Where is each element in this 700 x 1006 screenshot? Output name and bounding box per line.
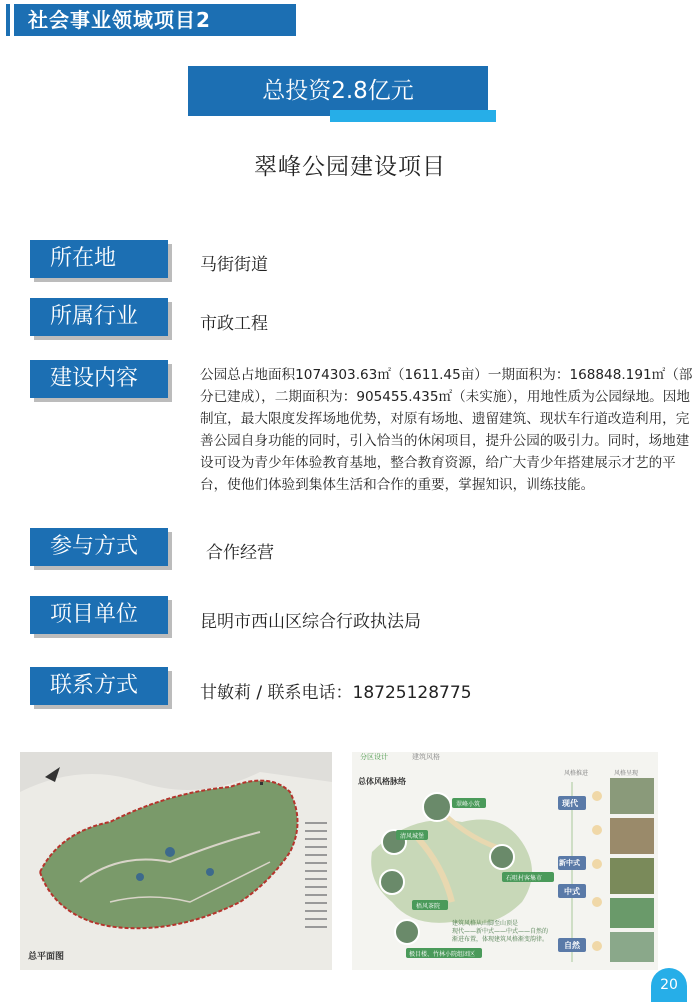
participation-label: 参与方式 [30,528,168,566]
participation-value: 合作经营 [206,543,274,563]
investment-underline [330,110,496,122]
node-label-1: 翠峰小筑 [456,801,481,808]
project-title: 翠峰公园建设项目 [254,154,446,180]
node-label-4: 梧风茶院 [416,903,441,910]
content-description: 公园总占地面积1074303.63㎡（1611.45亩）一期面积为：168848.191㎡（部分已建成），二期面积为：905455.435㎡（未实施），用地性质为公园绿地。因地制宜，最大限度发挥场地优势，对原有场地、遗留建筑、现状车行道改造利用，完善公园自身功能的同时，引入恰当的休闲项目，提升公园的吸引力。同时，场地建设可设为青少年体验教育基地，整合教育资源，给广大青少年搭建展示才艺的平台，使他们体验到集体生活和合作的重要，掌握知识，训练技能。 [200,367,693,493]
diagram-note-2: 现代——新中式——中式——自然的 [452,928,549,935]
header-accent-bar [6,4,10,36]
section-title: 社会事业领域项目2 [14,4,296,36]
content-label: 建设内容 [30,360,168,398]
timeline-label-3: 中式 [564,887,580,896]
diagram-note-1: 建筑风格从山脚至山顶是 [452,920,519,927]
diagram-col-label-1: 风格推进 [564,770,589,777]
unit-value: 昆明市西山区综合行政执法局 [200,612,421,632]
diagram-title: 总体风格脉络 [358,777,406,786]
node-label-3: 石咀村客集市 [506,875,543,882]
timeline-label-4: 自然 [564,941,580,950]
diagram-note-3: 渐进布置，体现建筑风格渐变韵律。 [452,936,549,943]
node-label-5: 极目楼、竹林小院组团区 [409,951,476,958]
diagram-small-title: 分区设计 [360,753,388,761]
contact-label: 联系方式 [30,667,168,705]
section-header [0,0,318,38]
contact-value: 甘敏莉 / 联系电话：18725128775 [200,683,472,703]
location-value: 马街街道 [200,255,268,275]
diagram-small-subtitle: 建筑风格 [412,753,440,761]
industry-value: 市政工程 [200,314,268,334]
location-label: 所在地 [30,240,168,278]
unit-label: 项目单位 [30,596,168,634]
master-plan-caption: 总平面图 [28,952,65,962]
node-label-2: 清风城堡 [400,833,425,840]
timeline-label-1: 现代 [562,799,578,808]
diagram-col-label-2: 风格呈现 [614,770,639,777]
timeline-label-2: 新中式 [559,859,580,867]
industry-label: 所属行业 [30,298,168,336]
page-number: 20 [651,968,687,1002]
investment-banner: 总投资2.8亿元 [188,66,488,116]
master-plan-image [20,752,332,970]
style-diagram-image [352,752,658,970]
master-plan-map [20,752,332,970]
